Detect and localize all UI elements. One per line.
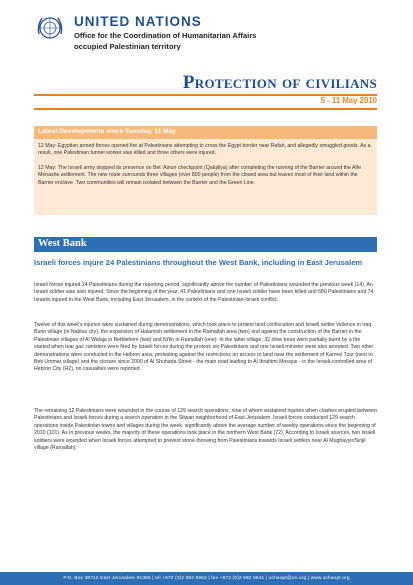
report-header (34, 12, 394, 72)
org-name: UNITED NATIONS (74, 14, 202, 29)
report-title: Protection of civilians (182, 72, 377, 93)
un-emblem-icon (34, 12, 66, 44)
latest-paragraph: 12 May: Egyptian armed forces opened fire at Palestinians attempting to cross the Egypt border near Rafah, and allegedly smuggled goods. As a result, one Palestinian tunnel worker was killed and three others were injured. (38, 143, 371, 157)
body-paragraph: Twelve of this week's injuries were sustained during demonstrations, which took place to protest land confiscation and Israeli settler violence in Iraq Burin village (in Nablus city), the expansion of Halamish settlement in the Ramallah area (two) and against the construction of the Barrier in the Palestinian villages of Al Walaja in Bethlehem (two) and Ni'lin in Ramallah (one). In the latter village, 32 olive trees were partially burnt by a fire started when tear gas canisters were fired by Israeli forces during the protest; six Palestinians and one Israeli minister were also arrested. Two other demonstrations were conducted in the Hebron area, protesting against the restrictions on access to land near the settlement of Karmei Tzur (next to Beit Ummar village) and the closure since 2000 of Al Shuhada Street - the main road leading to Al Ibrahimi Mosque - in the Israeli-controlled area of Hebron City (H2), no casualties were reported. (34, 322, 374, 373)
latest-developments-title: Latest Developments since Tuesday, 11 May (38, 128, 176, 135)
body-paragraph: The remaining 12 Palestinians were wounded in the course of 129 search operations, nine of whom sustained injuries when clashes erupted between Palestinians and Israeli forces during a search operation in the Silwan neighborhood of East Jerusalem. Israeli forces conducted 129 search operations inside Palestinian towns and villages during the week, significantly above the average number of weekly operations since the beginning of 2010 (101). As in previous weeks, the majority of these operations took place in the northern West Bank (72). According to Israeli sources, two Israeli soldiers were wounded when Israeli forces attempted to prevent stone throwing from Palestinians towards Israeli settlers near Al Mughayyir/Sinjil village (Ramallah). (34, 408, 377, 452)
article-subheading: Israeli forces injure 24 Palestinians throughout the West Bank, including in East Jerusalem (34, 258, 363, 267)
latest-paragraph: 12 May: The Israeli army stopped its presence on Bet 'Ainun checkpoint (Qalqiliya) after completing the running of the Barrier around the Alfe Menashe settlement. The new route surrounds three villages (over 800 people) from the closed area but leaves most of their land within the Barrier enclave. Two communities will remain isolated between the Barrier and the Green Line. (38, 165, 361, 186)
latest-developments-header (34, 126, 377, 139)
footer-bar (0, 572, 413, 585)
footer-contact: P.O. Box 38712 East Jerusalem 91386 | tel +972 (0)2 582 9962 | fax +972 (0)2 582 5841 | ochaopt@un.org | www.ochaopt.org (63, 575, 350, 580)
body-paragraph: Israeli forces injured 24 Palestinians during the reporting period, significantly above the number of Palestinians wounded the previous week (14). An Israeli soldier was also injured. Since the beginning of the year, 41 Palestinians and one Israeli soldier have been killed and 680 Palestinians and 74 Israelis injured in the West Bank, including East Jerusalem, in the context of the Palestinian-Israeli conflict. (34, 282, 374, 303)
date-range: 5 - 11 May 2010 (320, 96, 377, 105)
latest-developments-box (34, 126, 377, 215)
title-rule-bottom (34, 108, 377, 110)
territory-name: occupied Palestinian territory (74, 42, 181, 51)
section-title: West Bank (38, 238, 87, 249)
office-name: Office for the Coordination of Humanitarian Affairs (74, 31, 257, 40)
section-header-west-bank (34, 237, 377, 252)
